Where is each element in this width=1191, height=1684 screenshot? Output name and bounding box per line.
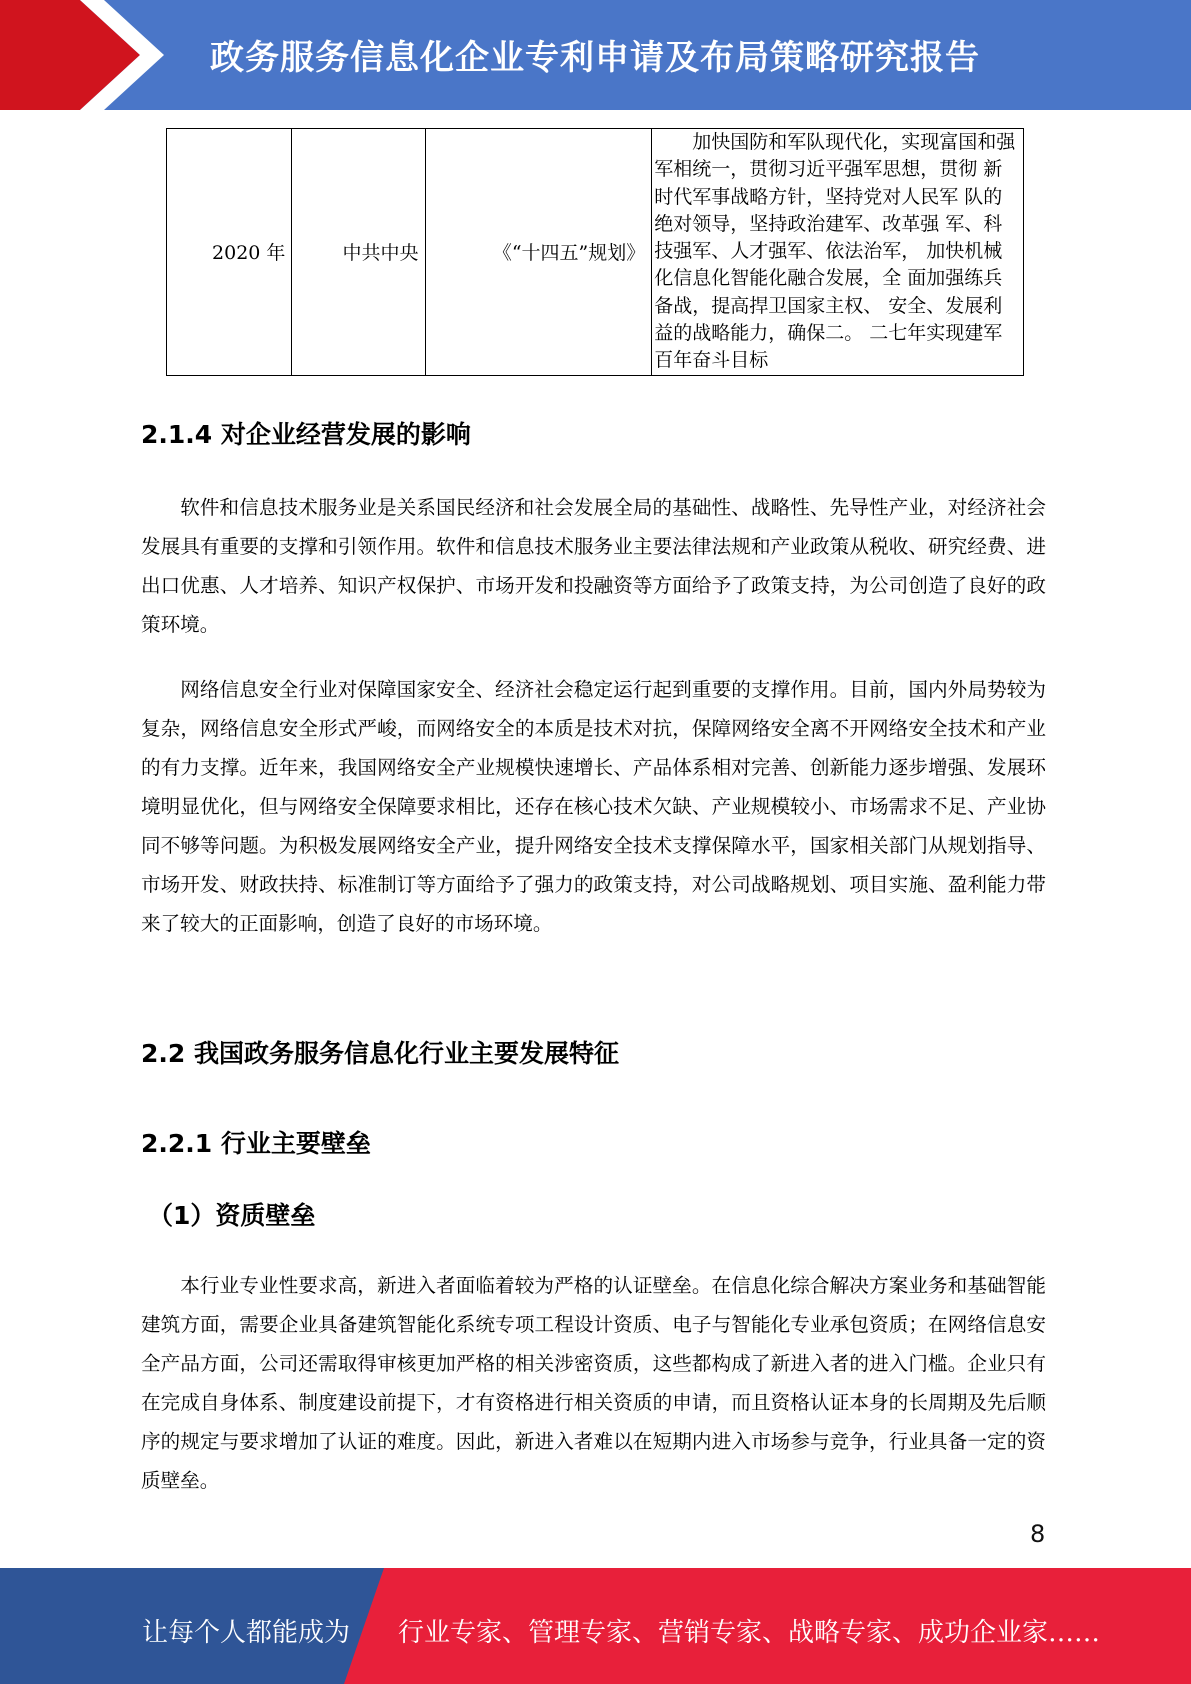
section-heading-2-2-1: 2.2.1 行业主要壁垒 xyxy=(141,1129,371,1158)
content-line: 益的战略能力，确保二。 二七年实现建军 xyxy=(654,322,1003,345)
policy-table xyxy=(166,128,1024,376)
page-number: 8 xyxy=(1030,1520,1046,1548)
content-line: 百年奋斗目标 xyxy=(654,349,769,372)
cell-content xyxy=(652,129,1024,376)
content-line: 军相统一，贯彻习近平强军思想，贯彻 新 xyxy=(654,158,1003,181)
content-line: 化信息化智能化融合发展，全 面加强练兵 xyxy=(654,267,1003,290)
content-line: 技强军、人才强军、依法治军， 加快机械 xyxy=(654,240,1003,263)
cell-document: 《“十四五”规划》 xyxy=(425,129,652,376)
footer-slogan-left: 让每个人都能成为 xyxy=(142,1618,351,1648)
paragraph: 网络信息安全行业对保障国家安全、经济社会稳定运行起到重要的支撑作用。目前，国内外局势较为复杂，网络信息安全形式严峻，而网络安全的本质是技术对抗，保障网络安全离不开网络安全技术和产业的有力支撑。近年来，我国网络安全产业规模快速增长、产品体系相对完善、创新能力逐步增强、发展环境明显优化，但与网络安全保障要求相比，还存在核心技术欠缺、产业规模较小、市场需求不足、产业协同不够等问题。为积极发展网络安全产业，提升网络安全技术支撑保障水平，国家相关部门从规划指导、市场开发、财政扶持、标准制订等方面给予了强力的政策支持，对公司战略规划、项目实施、盈利能力带来了较大的正面影响，创造了良好的市场环境。 xyxy=(141,678,1046,935)
section-heading-2-1-4: 2.1.4 对企业经营发展的影响 xyxy=(141,420,471,449)
page-header xyxy=(0,0,1191,110)
section-heading-2-2: 2.2 我国政务服务信息化行业主要发展特征 xyxy=(141,1039,619,1068)
content-line: 时代军事战略方针，坚持党对人民军 队的 xyxy=(654,185,1003,208)
cell-organization: 中共中央 xyxy=(292,129,425,376)
footer-slogan-right: 行业专家、管理专家、营销专家、战略专家、成功企业家…… xyxy=(398,1618,1101,1648)
table-row xyxy=(167,129,1024,376)
subsection-heading-qualification: （1）资质壁垒 xyxy=(148,1201,316,1230)
paragraph: 软件和信息技术服务业是关系国民经济和社会发展全局的基础性、战略性、先导性产业，对经济社会发展具有重要的支撑和引领作用。软件和信息技术服务业主要法律法规和产业政策从税收、研究经费、进出口优惠、人才培养、知识产权保护、市场开发和投融资等方面给予了政策支持，为公司创造了良好的政策环境。 xyxy=(141,496,1046,636)
content-line: 加快国防和军队现代化，实现富国和强 xyxy=(692,131,1016,153)
report-title: 政务服务信息化企业专利申请及布局策略研究报告 xyxy=(210,38,980,78)
content-line: 备战，提高捍卫国家主权、 安全、发展利 xyxy=(654,294,1003,317)
page-footer xyxy=(0,1568,1191,1684)
paragraph: 本行业专业性要求高，新进入者面临着较为严格的认证壁垒。在信息化综合解决方案业务和基础智能建筑方面，需要企业具备建筑智能化系统专项工程设计资质、电子与智能化专业承包资质；在网络信息安全产品方面，公司还需取得审核更加严格的相关涉密资质，这些都构成了新进入者的进入门槛。企业只有在完成自身体系、制度建设前提下，才有资格进行相关资质的申请，而且资格认证本身的长周期及先后顺序的规定与要求增加了认证的难度。因此，新进入者难以在短期内进入市场参与竞争，行业具备一定的资质壁垒。 xyxy=(141,1274,1046,1492)
content-line: 绝对领导，坚持政治建军、改革强 军、科 xyxy=(654,212,1003,235)
cell-year: 2020 年 xyxy=(167,129,292,376)
